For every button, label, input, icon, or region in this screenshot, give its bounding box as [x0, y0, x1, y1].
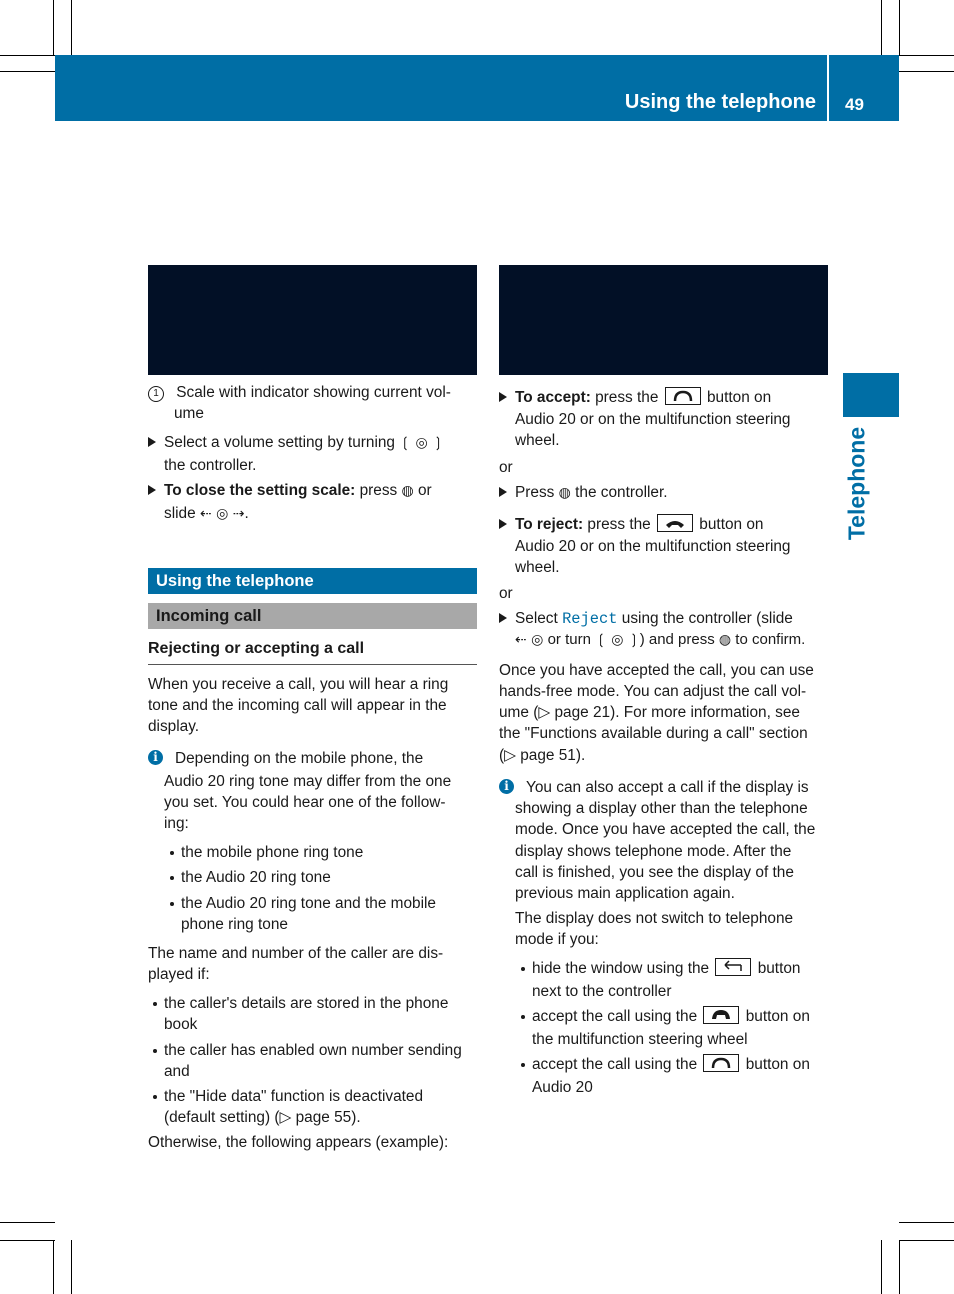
- side-tab-text: Telephone: [843, 426, 870, 541]
- info-line: The display does not switch to telephone: [515, 910, 794, 927]
- step-arrow-icon: [148, 485, 156, 495]
- section-title: Using the telephone: [156, 572, 314, 590]
- or-text: or: [499, 459, 513, 476]
- list-item-line: next to the controller: [532, 983, 672, 1000]
- back-button-icon: [715, 958, 751, 976]
- list-item: the mobile phone ring tone: [181, 842, 363, 863]
- step-arrow-icon: [499, 519, 507, 529]
- header-title: Using the telephone: [624, 91, 816, 113]
- info-line: call is finished, you see the display of the: [515, 864, 794, 881]
- paragraph-line: hands-free mode. You can adjust the call vol-: [499, 683, 807, 700]
- list-item: hide the window using the button: [532, 958, 800, 979]
- subsection-title: Incoming call: [156, 607, 262, 625]
- list-item: accept the call using the button on: [532, 1054, 810, 1075]
- list-item-line: Audio 20: [532, 1079, 593, 1096]
- info-icon: i: [499, 779, 514, 794]
- press-controller-icon: ◍: [401, 483, 414, 499]
- info-line: Audio 20 ring tone may differ from the one: [164, 773, 452, 790]
- step-close-scale: To close the setting scale: press ◍ or: [148, 480, 432, 502]
- step-arrow-icon: [499, 392, 507, 402]
- paragraph-line: The name and number of the caller are dis-: [148, 945, 444, 962]
- press-controller-icon: ◍: [558, 485, 571, 501]
- paragraph-line: Otherwise, the following appears (example):: [148, 1134, 449, 1151]
- list-item: the caller has enabled own number sending: [164, 1040, 462, 1061]
- list-item-line: book: [164, 1016, 198, 1033]
- paragraph-line: When you receive a call, you will hear a ring: [148, 676, 449, 693]
- step-arrow-icon: [499, 613, 507, 623]
- step-text: Audio 20 or on the multifunction steering: [515, 538, 791, 555]
- display-screenshot-incoming-call: [499, 265, 828, 375]
- paragraph-line: (▷ page 51).: [499, 747, 586, 764]
- step-text: slide ⇠ ◎ ⇢.: [164, 505, 249, 522]
- list-item: the caller's details are stored in the phone: [164, 993, 448, 1014]
- menu-item-reject: Reject: [562, 610, 618, 628]
- step-text: Audio 20 or on the multifunction steering: [515, 411, 791, 428]
- info-line: mode if you:: [515, 931, 599, 948]
- display-screenshot-volume: [148, 265, 477, 375]
- info-line: mode. Once you have accepted the call, the: [515, 821, 816, 838]
- list-item: the Audio 20 ring tone: [181, 867, 331, 888]
- step-arrow-icon: [499, 487, 507, 497]
- section-bar: [148, 568, 477, 594]
- slide-controller-icon: ⇠ ◎ ⇢: [199, 506, 245, 522]
- step-select-volume: Select a volume setting by turning ❲ ◎ ❳: [148, 432, 444, 454]
- or-text: or: [499, 585, 513, 602]
- paragraph-line: ume (▷ page 21). For more information, see: [499, 704, 800, 721]
- step-select-reject: Select Reject using the controller (slide: [499, 608, 793, 630]
- step-text: ⇠ ◎ or turn ❲ ◎ ❳) and press ◍ to confirm.: [515, 631, 806, 648]
- info-line: ing:: [164, 815, 189, 832]
- list-item: accept the call using the button on: [532, 1006, 810, 1027]
- page-number: 49: [845, 95, 864, 114]
- step-reject: To reject: press the button on: [499, 514, 763, 535]
- list-item: the Audio 20 ring tone and the mobile: [181, 893, 436, 914]
- phone-accept-icon: [665, 387, 701, 405]
- phone-accept-filled-icon: [703, 1006, 739, 1024]
- side-tab-marker: [843, 373, 899, 417]
- list-item-line: and: [164, 1063, 190, 1080]
- info-note: i You can also accept a call if the display is: [499, 777, 809, 798]
- phone-accept-icon: [703, 1054, 739, 1072]
- legend-number-icon: 1: [148, 386, 164, 402]
- slide-left-controller-icon: ⇠ ◎: [515, 632, 544, 648]
- side-tab-label: [843, 418, 871, 548]
- page-header: [55, 55, 899, 121]
- step-text: wheel.: [515, 432, 560, 449]
- paragraph-line: display.: [148, 718, 200, 735]
- info-note: i Depending on the mobile phone, the: [148, 748, 423, 769]
- paragraph-line: tone and the incoming call will appear in the: [148, 697, 447, 714]
- list-item-line: phone ring tone: [181, 916, 288, 933]
- list-item-line: (default setting) (▷ page 55).: [164, 1109, 361, 1126]
- turn-controller-icon: ❲ ◎ ❳: [399, 435, 444, 451]
- step-arrow-icon: [148, 437, 156, 447]
- info-line: showing a display other than the telephone: [515, 800, 808, 817]
- turn-controller-icon: ❲ ◎ ❳: [595, 632, 640, 648]
- step-text: wheel.: [515, 559, 560, 576]
- press-controller-icon: ◍: [718, 632, 732, 648]
- paragraph-line: Once you have accepted the call, you can use: [499, 662, 814, 679]
- legend-text: ume: [174, 405, 204, 422]
- heading: Rejecting or accepting a call: [148, 640, 477, 665]
- list-item-line: the multifunction steering wheel: [532, 1031, 748, 1048]
- step-press: Press ◍ the controller.: [499, 482, 668, 504]
- subsection-bar: [148, 603, 477, 629]
- step-text: the controller.: [164, 457, 257, 474]
- legend-item: 1 Scale with indicator showing current vol-: [148, 382, 451, 403]
- info-line: previous main application again.: [515, 885, 735, 902]
- paragraph-line: played if:: [148, 966, 210, 983]
- info-icon: i: [148, 750, 163, 765]
- info-line: display shows telephone mode. After the: [515, 843, 792, 860]
- phone-reject-icon: [657, 514, 693, 532]
- step-accept: To accept: press the button on: [499, 387, 771, 408]
- paragraph-line: the "Functions available during a call" section: [499, 725, 808, 742]
- info-line: you set. You could hear one of the follow-: [164, 794, 446, 811]
- list-item: the "Hide data" function is deactivated: [164, 1086, 423, 1107]
- header-divider: [827, 55, 829, 121]
